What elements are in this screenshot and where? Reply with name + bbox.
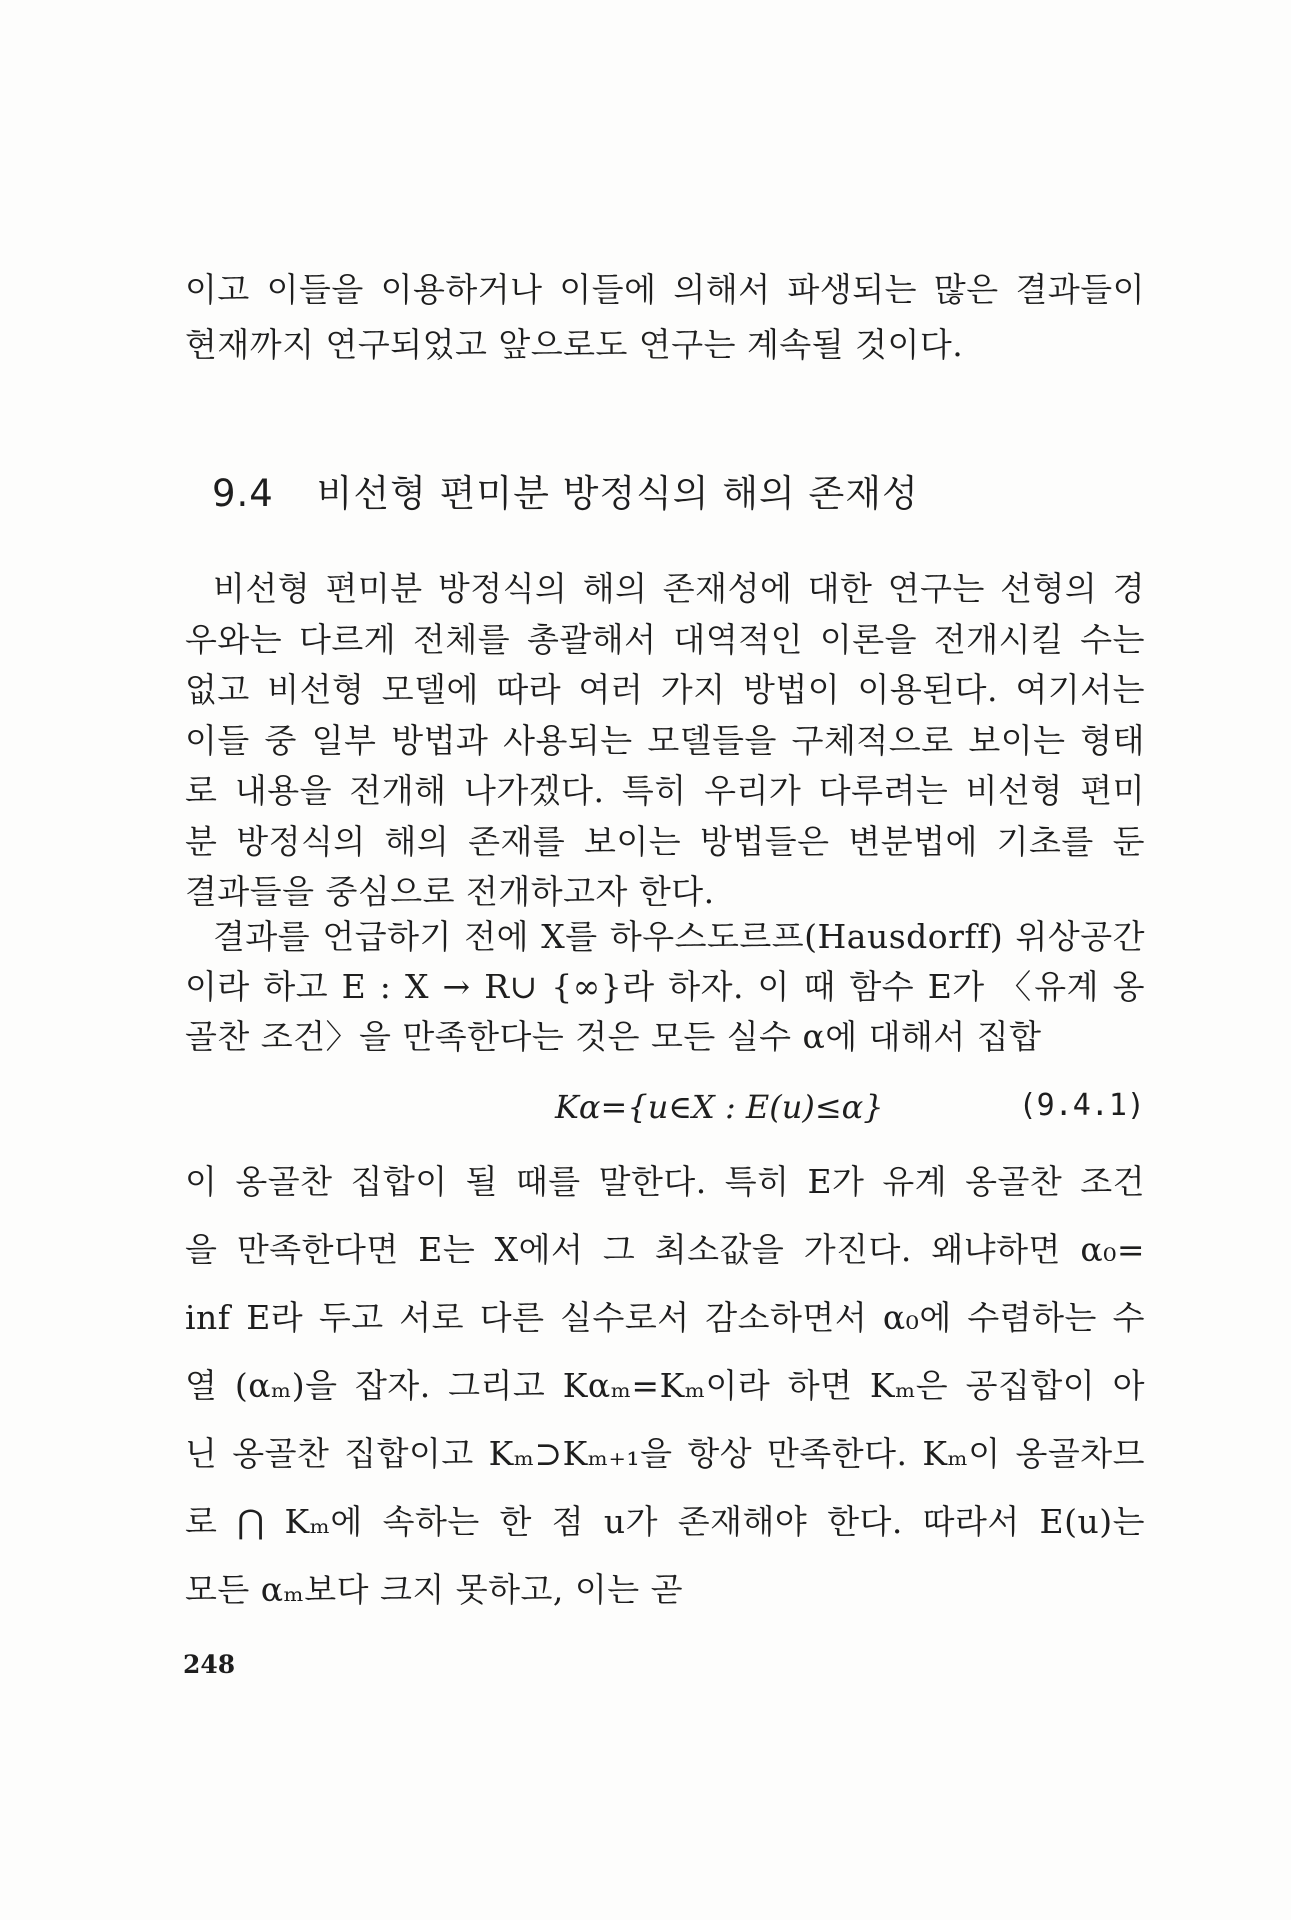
body-paragraph [185,564,1145,918]
text-line: 로 ⋂ Kₘ에 속하는 한 점 u가 존재해야 한다. 따라서 E(u)는 [185,1502,1145,1541]
text-line: inf E라 두고 서로 다른 실수로서 감소하면서 α₀에 수렴하는 수 [185,1298,1145,1337]
section-heading [212,463,919,517]
text-line: 없고 비선형 모델에 따라 여러 가지 방법이 이용된다. 여기서는 [185,670,1145,709]
text-line: 모든 αₘ보다 크지 못하고, 이는 곧 [185,1570,683,1609]
text-line: 이라 하고 E : X → R∪ {∞}라 하자. 이 때 함수 E가 〈유계 옹 [185,967,1145,1006]
section-number: 9.4 [212,472,274,515]
text-line: 비선형 편미분 방정식의 해의 존재성에 대한 연구는 선형의 경 [213,569,1145,608]
text-line: 이고 이들을 이용하거나 이들에 의해서 파생되는 많은 결과들이 [185,270,1145,309]
equation-expression: Kα={u∈X : E(u)≤α} [555,1088,884,1126]
page-number: 248 [183,1650,236,1679]
equation-number: (9.4.1) [1018,1088,1145,1123]
text-line: 이 옹골찬 집합이 될 때를 말한다. 특히 E가 유계 옹골찬 조건 [185,1162,1145,1201]
text-line: 우와는 다르게 전체를 총괄해서 대역적인 이론을 전개시킬 수는 [185,619,1145,659]
text-line: 로 내용을 전개해 나가겠다. 특히 우리가 다루려는 비선형 편미 [185,771,1145,810]
body-paragraph [185,912,1145,1062]
text-line: 분 방정식의 해의 존재를 보이는 방법들은 변분법에 기초를 둔 [185,821,1145,861]
text-line: 이들 중 일부 방법과 사용되는 모델들을 구체적으로 보이는 형태 [185,720,1145,760]
text-line: 골찬 조건〉을 만족한다는 것은 모든 실수 α에 대해서 집합 [185,1017,1042,1056]
section-title: 비선형 편미분 방정식의 해의 존재성 [316,472,919,515]
text-line: 현재까지 연구되었고 앞으로도 연구는 계속될 것이다. [185,325,964,364]
text-line: 열 (αₘ)을 잡자. 그리고 Kαₘ=Kₘ이라 하면 Kₘ은 공집합이 아 [185,1366,1145,1405]
text-line: 결과들을 중심으로 전개하고자 한다. [185,872,715,911]
intro-paragraph [185,262,1145,372]
body-paragraph [185,1148,1145,1624]
text-line: 을 만족한다면 E는 X에서 그 최소값을 가진다. 왜냐하면 α₀= [185,1230,1145,1269]
text-line: 결과를 언급하기 전에 X를 하우스도르프(Hausdorff) 위상공간 [213,917,1145,956]
text-line: 닌 옹골찬 집합이고 Kₘ⊃Kₘ₊₁을 항상 만족한다. Kₘ이 옹골차므 [185,1434,1145,1473]
